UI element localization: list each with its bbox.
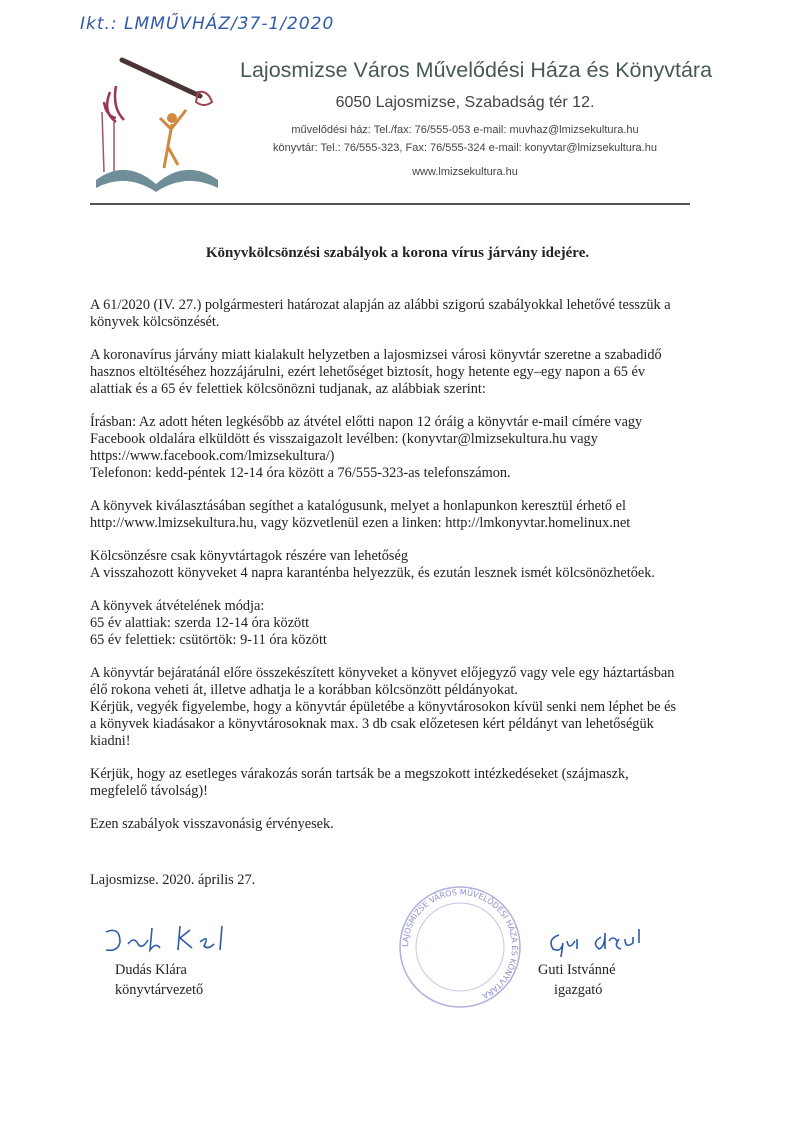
- text-line: Írásban: Az adott héten legkésőbb az átvétel előtti napon 12 óráig a könyvtár e-mail címére vagy: [90, 414, 643, 430]
- text-line: A könyvek átvételének módja:: [90, 598, 265, 614]
- paragraph: [90, 414, 780, 482]
- paragraph: [90, 766, 780, 800]
- paragraph: [90, 297, 780, 331]
- signatory-role: igazgató: [554, 982, 603, 998]
- text-line: kiadni!: [90, 733, 131, 749]
- signature-guti: [545, 925, 655, 959]
- text-line: A 61/2020 (IV. 27.) polgármesteri határozat alapján az alábbi szigorú szabályokkal lehetővé tesszük a: [90, 297, 671, 313]
- text-line: https://www.facebook.com/lmizsekultura/): [90, 448, 335, 464]
- text-line: élő rokona veheti át, illetve adhatja le a korábban kölcsönzött példányokat.: [90, 682, 518, 698]
- signatory-1: [115, 960, 203, 1000]
- text-line: 65 év felettiek: csütörtök: 9-11 óra között: [90, 632, 327, 648]
- text-line: 65 év alattiak: szerda 12-14 óra között: [90, 615, 310, 631]
- website: www.lmizsekultura.hu: [412, 166, 518, 178]
- paragraph: [90, 598, 780, 649]
- signatory-2: [538, 960, 615, 1000]
- text-line: Kölcsönzésre csak könyvtártagok részére van lehetőség: [90, 548, 408, 564]
- text-line: alattiak és a 65 év felettiek kölcsönözni tudjanak, az alábbiak szerint:: [90, 381, 486, 397]
- paragraph: [90, 347, 780, 398]
- svg-text:LAJOSMIZSE VÁROS MŰVELŐDÉSI HÁ: LAJOSMIZSE VÁROS MŰVELŐDÉSI HÁZA ÉS KÖNYVTÁRA: [400, 887, 520, 1001]
- org-name: Lajosmizse Város Művelődési Háza és Könyvtára: [240, 58, 713, 82]
- signatory-name: Guti Istvánné: [538, 962, 616, 978]
- library-logo: [92, 52, 232, 192]
- paragraph: [90, 665, 780, 750]
- signature-dudas: [100, 922, 250, 958]
- text-line: könyvek kölcsönzését.: [90, 314, 220, 330]
- text-line: a könyvek kiadásakor a könyvtárosoknak max. 3 db csak előzetesen kért példányt van lehetőségük: [90, 716, 654, 732]
- registration-number-handwritten: Ikt.: LMMŰVHÁZ/37-1/2020: [80, 14, 335, 34]
- text-line: Facebook oldalára elküldött és visszaigazolt levélben: (konyvtar@lmizsekultura.hu vagy: [90, 431, 598, 447]
- text-line: A könyvtár bejáratánál előre összekészített könyveket a könyvet előjegyző vagy vele egy háztartásban: [90, 665, 675, 681]
- place-date: Lajosmizse. 2020. április 27.: [90, 872, 256, 888]
- paragraph: [90, 816, 780, 833]
- official-stamp: [395, 882, 525, 1012]
- signatory-role: könyvtárvezető: [115, 982, 204, 998]
- text-line: hasznos eltöltéséhez hozzájárulni, ezért lehetőséget biztosít, hogy hetente egy–egy napon a 65 év: [90, 364, 645, 380]
- text-line: http://www.lmizsekultura.hu, vagy közvetlenül ezen a linken: http://lmkonyvtar.homelinux.net: [90, 515, 631, 531]
- text-line: Kérjük, hogy az esetleges várakozás során tartsák be a megszokott intézkedéseket (szájmaszk,: [90, 766, 629, 782]
- contact-cultural-house: művelődési ház: Tel./fax: 76/555-053 e-mail: muvhaz@lmizsekultura.hu: [291, 124, 639, 136]
- text-line: A könyvek kiválasztásában segíthet a katalógusunk, melyet a honlapunkon keresztül érhető el: [90, 498, 626, 514]
- text-line: Ezen szabályok visszavonásig érvényesek.: [90, 816, 334, 832]
- text-line: Telefonon: kedd-péntek 12-14 óra között a 76/555-323-as telefonszámon.: [90, 465, 511, 481]
- signatory-name: Dudás Klára: [115, 962, 187, 978]
- text-line: Kérjük, vegyék figyelembe, hogy a könyvtár épületébe a könyvtárosokon kívül senki nem léphet be és: [90, 699, 677, 715]
- document-body: [90, 297, 780, 849]
- text-line: megfelelő távolság)!: [90, 783, 208, 799]
- document-title: Könyvkölcsönzési szabályok a korona vírus járvány idejére.: [205, 245, 590, 261]
- header-divider: [90, 203, 690, 205]
- contact-library: könyvtár: Tel.: 76/555-323, Fax: 76/555-324 e-mail: konyvtar@lmizsekultura.hu: [273, 142, 657, 154]
- paragraph: [90, 548, 780, 582]
- paragraph: [90, 498, 780, 532]
- text-line: A koronavírus járvány miatt kialakult helyzetben a lajosmizsei városi könyvtár szeretne a szabadidő: [90, 347, 662, 363]
- org-address: 6050 Lajosmizse, Szabadság tér 12.: [335, 94, 595, 111]
- text-line: A visszahozott könyveket 4 napra karanténba helyezzük, és ezután lesznek ismét kölcsönözhetőek.: [90, 565, 655, 581]
